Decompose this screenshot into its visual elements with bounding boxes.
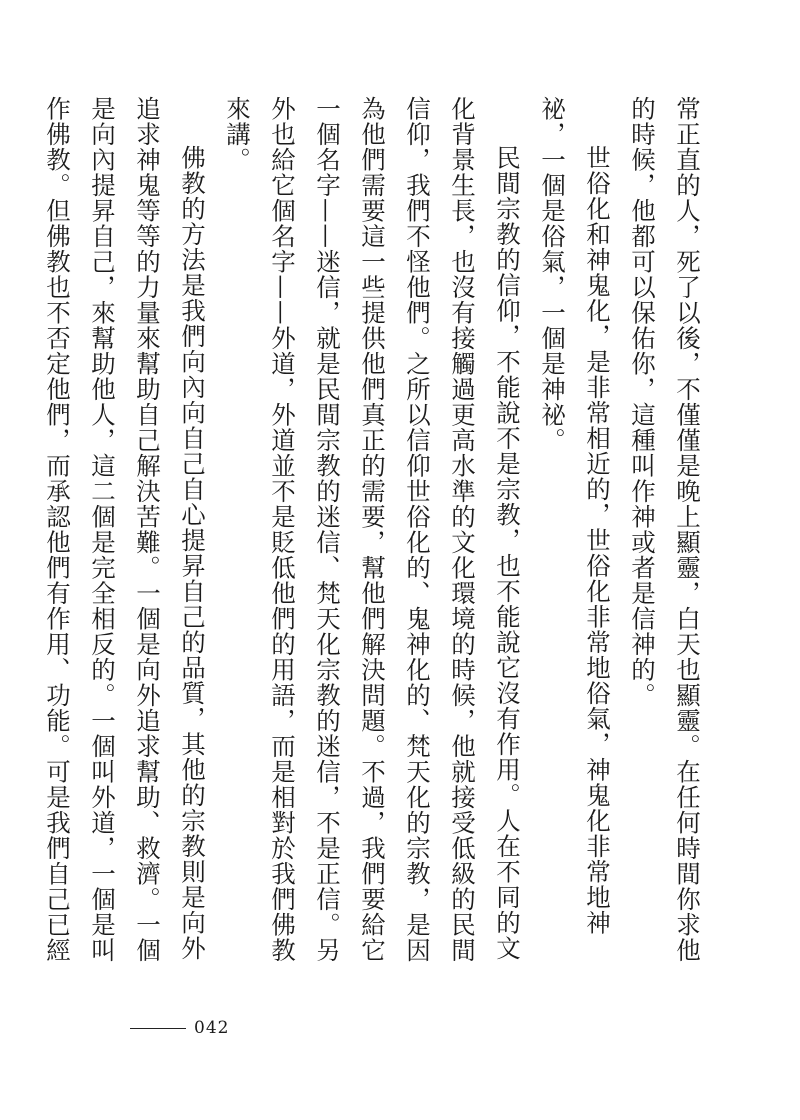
page-footer — [130, 1018, 229, 1038]
text-line: 信仰，我們不怪他們。之所以信仰世俗化的、鬼神化的、梵天化的宗教，是因 — [403, 96, 432, 963]
text-line: 佛教的方法是我們向內向自己自心提昇自己的品質，其他的宗教則是向外 — [178, 145, 207, 961]
vertical-text-body — [35, 96, 710, 963]
text-line: 的時候，他都可以保佑你，這種叫作神或者是信神的。 — [628, 96, 657, 708]
text-line: 來講。 — [223, 96, 252, 173]
text-line: 作佛教。但佛教也不否定他們，而承認他們有作用、功能。可是我們自己已經 — [43, 96, 72, 963]
text-line: 一個名字——迷信，就是民間宗教的迷信、梵天化宗教的迷信，不是正信。另 — [313, 96, 342, 963]
text-line: 化背景生長，也沒有接觸過更高水準的文化環境的時候，他就接受低級的民間 — [448, 96, 477, 963]
text-line: 外也給它個名字——外道，外道並不是貶低他們的用語，而是相對於我們佛教 — [268, 96, 297, 963]
page-number: 042 — [194, 1018, 230, 1038]
text-line: 祕，一個是俗氣，一個是神祕。 — [538, 96, 567, 453]
text-line: 為他們需要這一些提供他們真正的需要，幫他們解決問題。不過，我們要給它 — [358, 96, 387, 963]
text-line: 世俗化和神鬼化，是非常相近的，世俗化非常地俗氣，神鬼化非常地神 — [583, 145, 612, 936]
text-line: 常正直的人，死了以後，不僅僅是晚上顯靈，白天也顯靈。在任何時間你求他 — [673, 96, 702, 963]
text-line: 追求神鬼等等的力量來幫助自己解決苦難。一個是向外追求幫助、救濟。一個 — [133, 96, 162, 963]
text-line: 民間宗教的信仰，不能說不是宗教，也不能說它沒有作用。人在不同的文 — [493, 145, 522, 961]
text-line: 是向內提昇自己，來幫助他人，這二個是完全相反的。一個叫外道，一個是叫 — [88, 96, 117, 963]
footer-rule — [130, 1028, 186, 1029]
